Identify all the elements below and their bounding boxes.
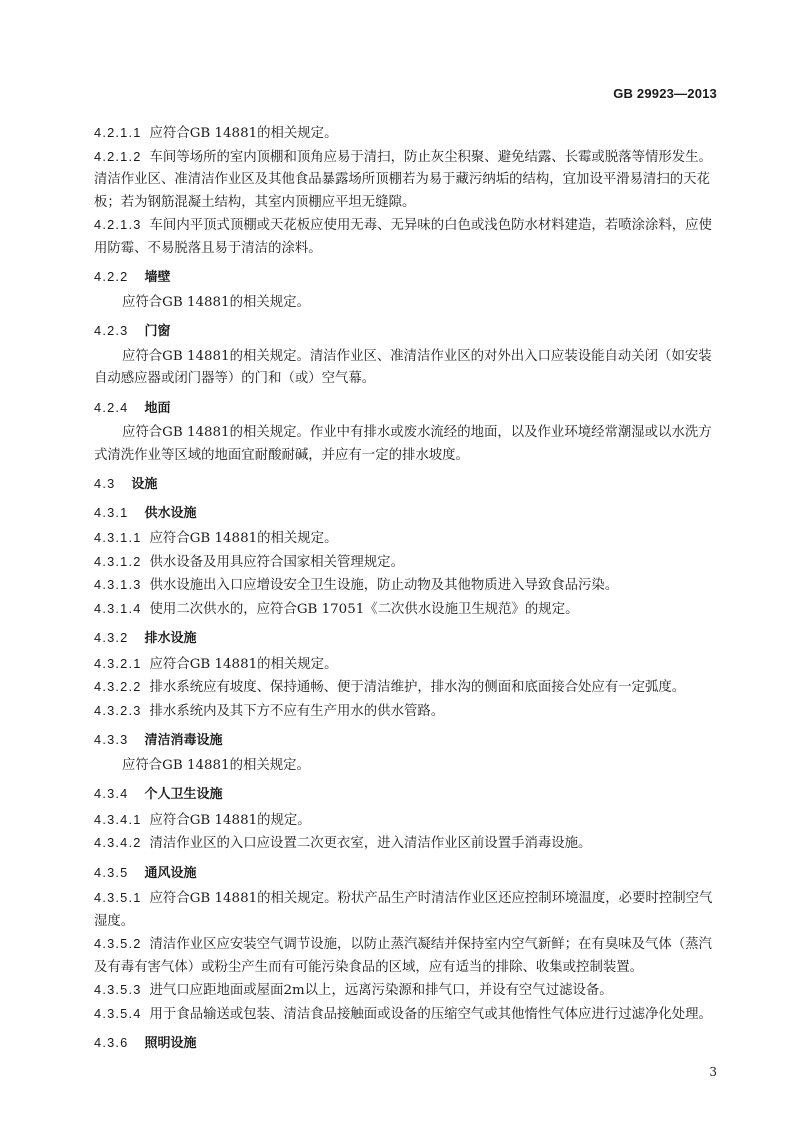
clause: [94, 887, 718, 933]
clause-number: 4.3.4.1: [94, 811, 142, 827]
clause: [94, 809, 718, 833]
section-heading: [94, 502, 718, 525]
paragraph: 应符合GB 14881的相关规定。作业中有排水或废水流经的地面，以及作业环境经常潮湿或以水洗方式清洗作业等区域的地面宜耐酸耐碱，并应有一定的排水坡度。: [94, 425, 712, 463]
standard-number-header: GB 29923—2013: [613, 86, 717, 101]
section-title: 地面: [144, 399, 171, 415]
clause: [94, 574, 718, 598]
section-title: 通风设施: [144, 864, 197, 880]
section-title: 清洁消毒设施: [144, 732, 223, 747]
section-heading: [94, 397, 718, 420]
section-heading: [94, 627, 718, 650]
clause: [94, 214, 718, 260]
section-number: 4.3.3: [94, 732, 129, 747]
clause-number: 4.3.2.1: [94, 655, 142, 671]
section-heading: [94, 473, 718, 496]
clause: [94, 146, 718, 215]
clause-number: 4.3.2.2: [94, 679, 142, 694]
section-heading: [94, 266, 718, 289]
clause: [94, 1003, 718, 1027]
section-number: 4.2.3: [94, 323, 129, 338]
clause-text: 供水设备及用具应符合国家相关管理规定。: [149, 554, 404, 570]
clause-text: 清洁作业区应安装空气调节设施，以防止蒸汽凝结并保持室内空气新鲜；在有臭味及气体（蒸汽及有毒有害气体）或粉尘产生而有可能污染食品的区域，应有适当的排除、收集或控制装置。: [94, 937, 712, 975]
clause: [94, 676, 718, 700]
clause-text: 应符合GB 14881的相关规定。: [149, 126, 338, 141]
clause-number: 4.3.1.2: [94, 553, 142, 569]
clause: [94, 832, 718, 856]
clause-number: 4.2.1.1: [94, 125, 142, 140]
section-number: 4.3.6: [94, 1035, 129, 1050]
clause-text: 供水设施出入口应增设安全卫生设施，防止动物及其他物质进入导致食品污染。: [149, 578, 619, 593]
section-number: 4.3.4: [94, 786, 129, 801]
clause-text: 使用二次供水的，应符合GB 17051《二次供水设施卫生规范》的规定。: [149, 601, 579, 617]
clause-number: 4.3.1.4: [94, 600, 142, 616]
clause-text: 车间等场所的室内顶棚和顶角应易于清扫，防止灰尘积聚、避免结露、长霉或脱落等情形发生。清洁作业区、准清洁作业区及其他食品暴露场所顶棚若为易于藏污纳垢的结构，宜加设平滑易清扫的天花板；若为钢筋混凝土结构，其室内顶棚应平坦无缝隙。: [94, 149, 712, 210]
clause: [94, 933, 718, 979]
clause-number: 4.3.1.1: [94, 530, 142, 545]
clause-text: 进气口应距地面或屋面2m以上，远离污染源和排气口，并设有空气过滤设备。: [149, 983, 613, 998]
clause-text: 应符合GB 14881的规定。: [149, 812, 311, 828]
clause-number: 4.3.5.2: [94, 936, 142, 951]
clause-number: 4.3.1.3: [94, 577, 142, 592]
section-title: 供水设施: [144, 504, 197, 520]
section-number: 4.3.1: [94, 504, 129, 520]
clause-number: 4.3.5.4: [94, 1005, 142, 1021]
paragraph: 应符合GB 14881的相关规定。: [122, 757, 310, 773]
section-heading: [94, 729, 718, 752]
clause: [94, 527, 718, 551]
clause: [94, 653, 718, 677]
clause: [94, 122, 718, 146]
clause: [94, 700, 718, 724]
section-number: 4.3: [94, 476, 116, 491]
section-number: 4.3.5: [94, 864, 129, 880]
section-title: 照明设施: [144, 1035, 197, 1050]
section-number: 4.2.4: [94, 399, 129, 415]
section-title: 墙壁: [144, 269, 171, 284]
clause-text: 排水系统内及其下方不应有生产用水的供水管路。: [149, 703, 445, 719]
clause-number: 4.2.1.2: [94, 148, 142, 164]
clause-number: 4.3.5.3: [94, 982, 142, 997]
clause-text: 应符合GB 14881的相关规定。: [149, 656, 338, 672]
clause: [94, 979, 718, 1003]
document-body: [94, 122, 718, 1058]
clause-text: 用于食品输送或包装、清洁食品接触面或设备的压缩空气或其他惰性气体应进行过滤净化处理。: [149, 1006, 712, 1022]
clause-number: 4.2.1.3: [94, 217, 142, 232]
clause-text: 车间内平顶式顶棚或天花板应使用无毒、无异味的白色或浅色防水材料建造，若喷涂涂料，应使用防霉、不易脱落且易于清洁的涂料。: [94, 218, 712, 256]
section-heading: [94, 1032, 718, 1055]
page-number: 3: [709, 1065, 717, 1079]
section-number: 4.3.2: [94, 630, 129, 645]
section-title: 排水设施: [144, 630, 197, 645]
clause-text: 清洁作业区的入口应设置二次更衣室，进入清洁作业区前设置手消毒设施。: [149, 836, 592, 851]
clause-number: 4.3.2.3: [94, 702, 142, 718]
clause: [94, 551, 718, 575]
clause: [94, 598, 718, 622]
section-title: 门窗: [144, 323, 171, 338]
paragraph: 应符合GB 14881的相关规定。清洁作业区、准清洁作业区的对外出入口应装设能自动关闭（如安装自动感应器或闭门器等）的门和（或）空气幕。: [94, 348, 712, 386]
section-title: 设施: [131, 476, 158, 491]
section-title: 个人卫生设施: [144, 786, 223, 801]
clause-text: 应符合GB 14881的相关规定。粉状产品生产时清洁作业区还应控制环境温度，必要时控制空气湿度。: [94, 891, 713, 929]
clause-text: 排水系统应有坡度、保持通畅、便于清洁维护，排水沟的侧面和底面接合处应有一定弧度。: [149, 680, 686, 695]
section-heading: [94, 862, 718, 885]
clause-text: 应符合GB 14881的相关规定。: [149, 531, 338, 546]
paragraph: 应符合GB 14881的相关规定。: [122, 294, 310, 310]
section-number: 4.2.2: [94, 269, 129, 284]
section-heading: [94, 783, 718, 806]
clause-number: 4.3.4.2: [94, 835, 142, 850]
section-heading: [94, 320, 718, 343]
clause-number: 4.3.5.1: [94, 890, 142, 905]
